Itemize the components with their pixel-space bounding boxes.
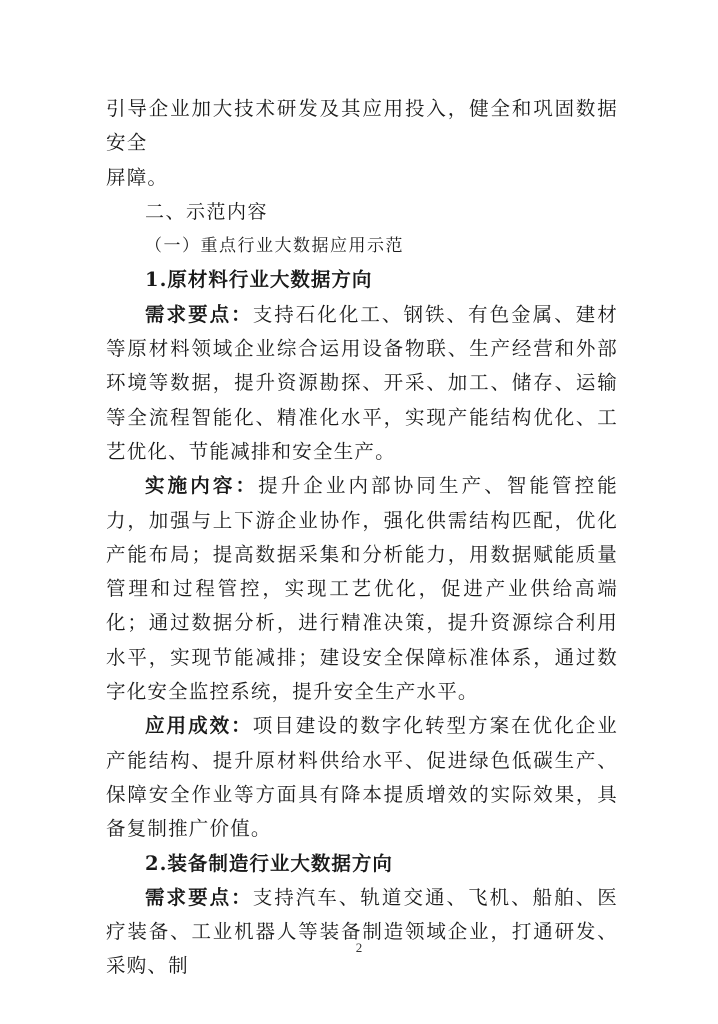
direction-1-heading: 1.原材料行业大数据方向 xyxy=(145,268,373,292)
direction-2-requirement xyxy=(106,881,618,984)
requirement-text: 支持石化化工、钢铁、有色金属、建材等原材料领域企业综合运用设备物联、生产经营和外部环境等数据，提升资源勘探、开采、加工、储存、运输等全流程智能化、精准化水平，实现产能结构优化、工艺优化、节能减排和安全生产。 xyxy=(106,302,618,463)
body-text xyxy=(106,92,618,984)
continuation-line-2: 屏障。 xyxy=(106,165,169,189)
direction-1-requirement xyxy=(106,298,618,469)
continuation-paragraph xyxy=(106,92,618,195)
requirement-label: 需求要点： xyxy=(145,885,253,909)
requirement-text: 支持汽车、轨道交通、飞机、船舶、医疗装备、工业机器人等装备制造领域企业，打通研发、采购、制 xyxy=(106,885,618,978)
requirement-label: 需求要点： xyxy=(145,302,253,326)
subsection-heading: （一）重点行业大数据应用示范 xyxy=(145,236,404,257)
direction-1-effect xyxy=(106,709,618,846)
implementation-label: 实施内容： xyxy=(145,474,259,498)
direction-1-implementation xyxy=(106,469,618,709)
direction-2-heading: 2.装备制造行业大数据方向 xyxy=(145,851,393,875)
continuation-line-1: 引导企业加大技术研发及其应用投入，健全和巩固数据安全 xyxy=(106,97,618,155)
effect-label: 应用成效： xyxy=(145,714,253,738)
page-number: 2 xyxy=(355,940,363,955)
section-heading: 二、示范内容 xyxy=(145,200,269,223)
implementation-text: 提升企业内部协同生产、智能管控能力，加强与上下游企业协作，强化供需结构匹配，优化产能布局；提高数据采集和分析能力，用数据赋能质量管理和过程管控，实现工艺优化，促进产业供给高端化；通过数据分析，进行精准决策，提升资源综合利用水平，实现节能减排；建设安全保障标准体系，通过数字化安全监控系统，提升安全生产水平。 xyxy=(106,474,618,704)
effect-text: 项目建设的数字化转型方案在优化企业产能结构、提升原材料供给水平、促进绿色低碳生产、保障安全作业等方面具有降本提质增效的实际效果，具备复制推广价值。 xyxy=(106,714,618,841)
